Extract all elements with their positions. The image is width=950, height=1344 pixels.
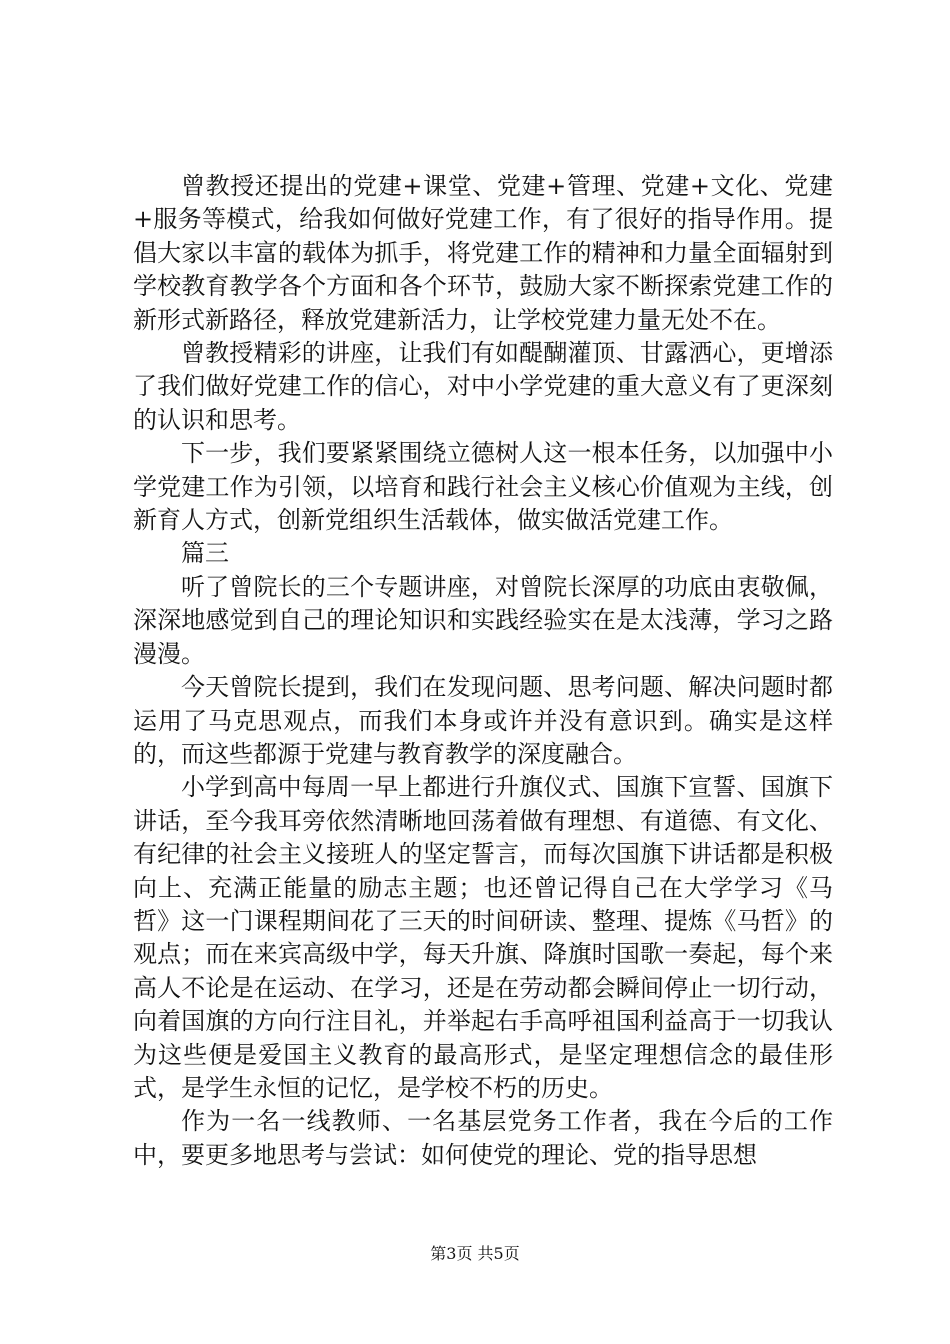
paragraph-3: 下一步，我们要紧紧围绕立德树人这一根本任务，以加强中小学党建工作为引领，以培育和践行社会主义核心价值观为主线，创新育人方式，创新党组织生活载体，做实做活党建工作。 bbox=[133, 439, 833, 535]
page-number-footer: 第3页 共5页 bbox=[430, 1244, 520, 1263]
paragraph-5: 今天曾院长提到，我们在发现问题、思考问题、解决问题时都运用了马克思观点，而我们本身或许并没有意识到。确实是这样的，而这些都源于党建与教育教学的深度融合。 bbox=[133, 673, 833, 768]
paragraph-7: 作为一名一线教师、一名基层党务工作者，我在今后的工作中，要更多地思考与尝试：如何使党的理论、党的指导思想 bbox=[133, 1107, 833, 1169]
paragraph-6: 小学到高中每周一早上都进行升旗仪式、国旗下宣誓、国旗下讲话，至今我耳旁依然清晰地回荡着做有理想、有道德、有文化、有纪律的社会主义接班人的坚定誓言，而每次国旗下讲话都是积极向上、充满正能量的励志主题；也还曾记得自己在大学学习《马哲》这一门课程期间花了三天的时间研读、整理、提炼《马哲》的观点；而在来宾高级中学，每天升旗、降旗时国歌一奏起，每个来高人不论是在运动、在学习，还是在劳动都会瞬间停止一切行动，向着国旗的方向行注目礼，并举起右手高呼祖国利益高于一切我认为这些便是爱国主义教育的最高形式，是坚定理想信念的最佳形式，是学生永恒的记忆，是学校不朽的历史。 bbox=[133, 773, 833, 1102]
section-heading: 篇三 bbox=[181, 539, 229, 568]
document-body bbox=[133, 170, 833, 1172]
paragraph-2: 曾教授精彩的讲座，让我们有如醍醐灌顶、甘露洒心，更增添了我们做好党建工作的信心，对中小学党建的重大意义有了更深刻的认识和思考。 bbox=[133, 339, 833, 434]
paragraph-4: 听了曾院长的三个专题讲座，对曾院长深厚的功底由衷敬佩，深深地感觉到自己的理论知识和实践经验实在是太浅薄，学习之路漫漫。 bbox=[133, 572, 833, 668]
paragraph-1: 曾教授还提出的党建+课堂、党建+管理、党建+文化、党建+服务等模式，给我如何做好党建工作，有了很好的指导作用。提倡大家以丰富的载体为抓手，将党建工作的精神和力量全面辐射到学校教育教学各个方面和各个环节，鼓励大家不断探索党建工作的新形式新路径，释放党建新活力，让学校党建力量无处不在。 bbox=[133, 172, 833, 334]
